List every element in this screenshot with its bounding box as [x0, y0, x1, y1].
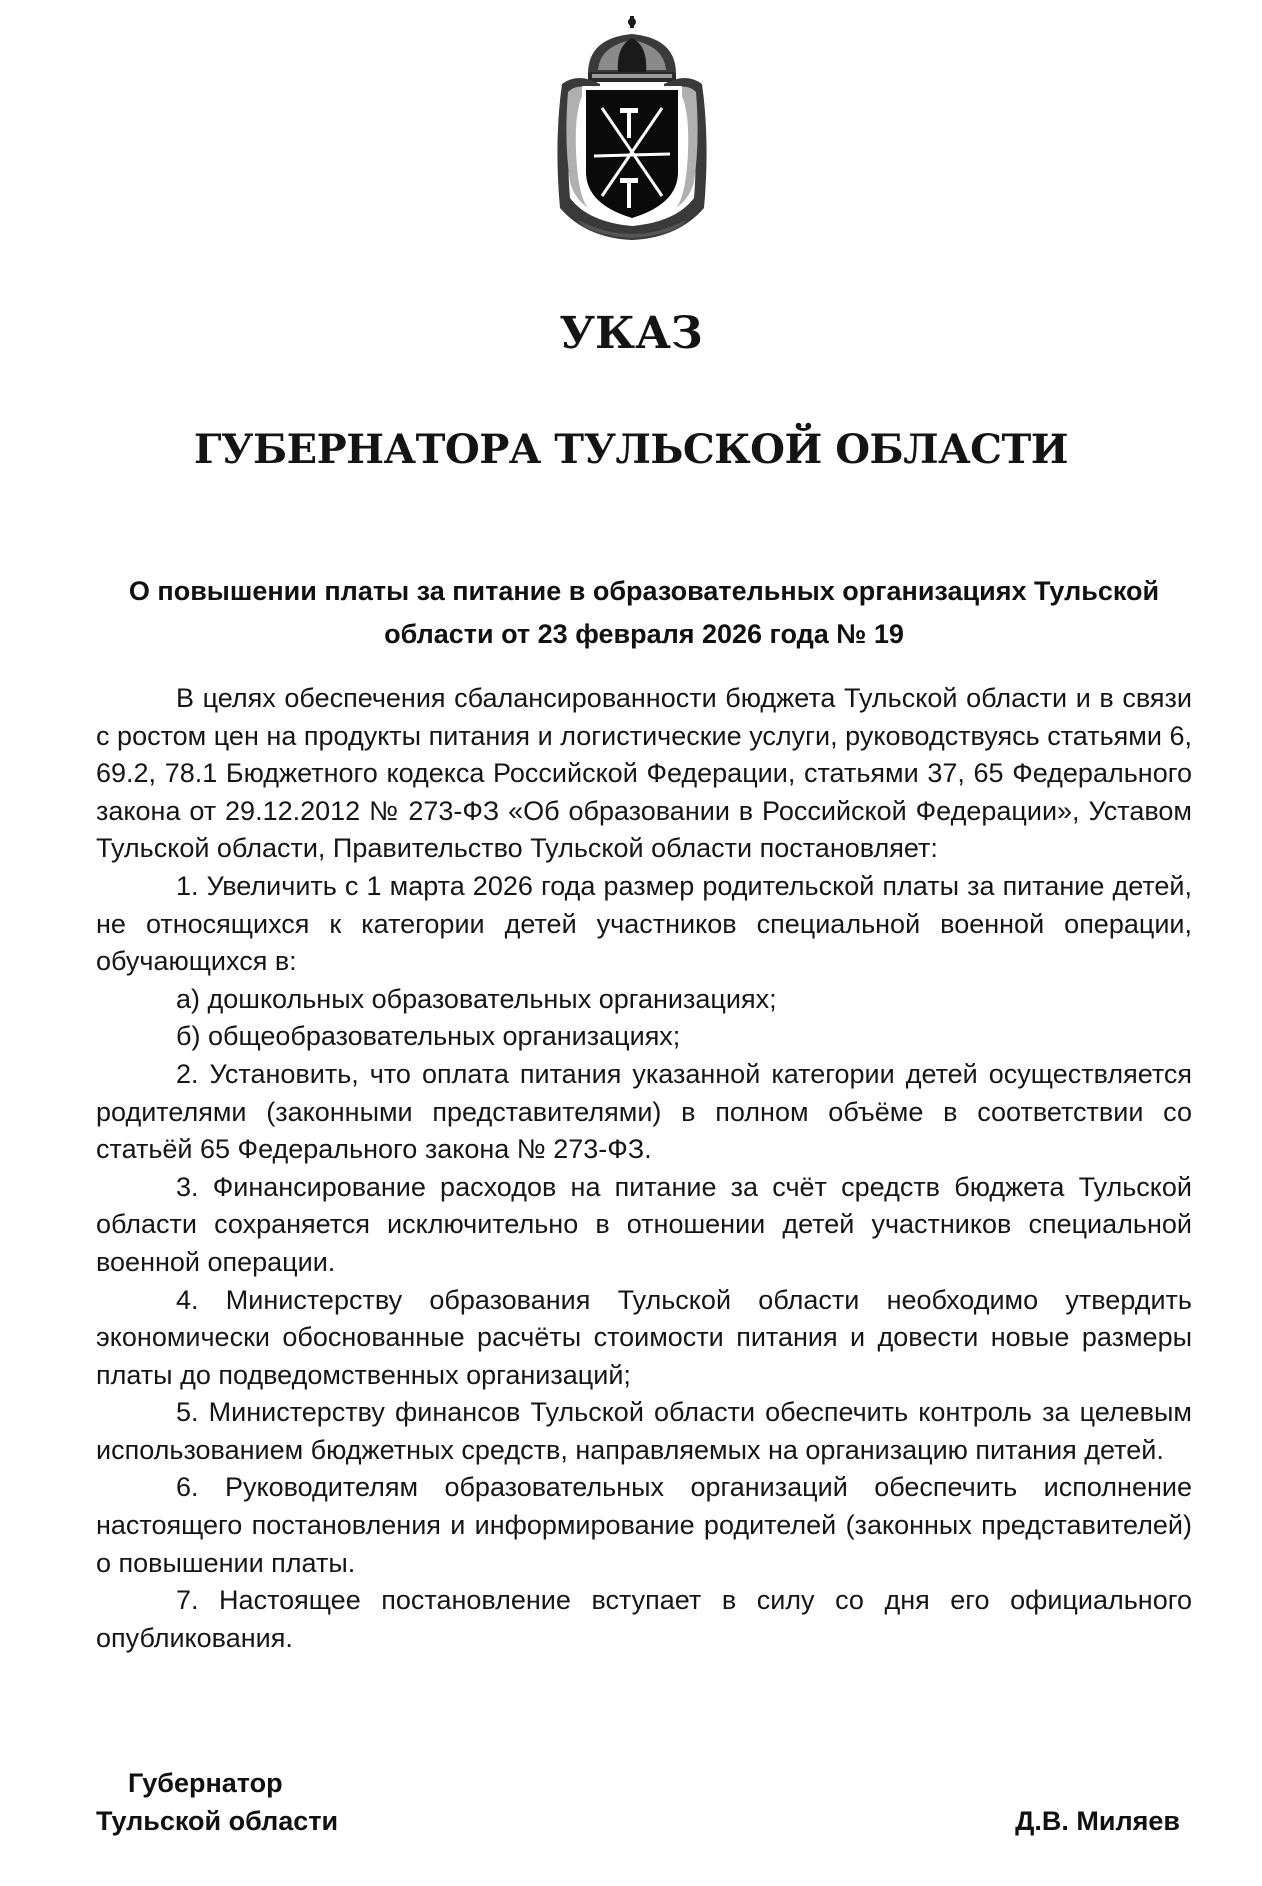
clause-1-subitem-a: а) дошкольных образовательных организациях; [176, 983, 777, 1014]
document-type-heading: УКАЗ [559, 308, 703, 359]
preamble-paragraph: В целях обеспечения сбалансированности бюджета Тульской области и в связи с ростом цен на продукты питания и логистические услуги, руководствуясь статьями 6, 69.2, 78.1 Бюджетного кодекса Российской Федерации, статьями 37, 65 Федерального закона от 29.12.2012 № 273-ФЗ «Об образовании в Российской Федерации», Уставом Тульской области, Правительство Тульской области постановляет: [96, 683, 1192, 864]
tula-oblast-coat-of-arms-icon [548, 12, 716, 244]
clause-6: 6. Руководителям образовательных организаций обеспечить исполнение настоящего постановления и информирование родителей (законных представителей) о повышении платы. [96, 1472, 1192, 1578]
clause-3: 3. Финансирование расходов на питание за счёт средств бюджета Тульской области сохраняется исключительно в отношении детей участников специальной военной операции. [96, 1171, 1192, 1277]
signatory-position-line-2: Тульской области [96, 1806, 339, 1836]
signatory-position [96, 1764, 338, 1840]
document-body [96, 680, 1192, 1657]
coat-of-arms-emblem [548, 12, 716, 244]
signatory-position-line-1: Губернатор [128, 1768, 283, 1798]
clause-5: 5. Министерству финансов Тульской области обеспечить контроль за целевым использованием бюджетных средств, направляемых на организацию питания детей. [96, 1397, 1192, 1465]
issuer-heading: ГУБЕРНАТОРА ТУЛЬСКОЙ ОБЛАСТИ [193, 426, 1069, 473]
document-title-line-2: области от 23 февраля 2026 года № 19 [384, 619, 904, 649]
signatory-name: Д.В. Миляев [1015, 1806, 1180, 1836]
clause-1-subitem-b: б) общеобразовательных организациях; [176, 1021, 681, 1052]
clause-2: 2. Установить, что оплата питания указанной категории детей осуществляется родителями (законными представителями) в полном объёме в соответствии со статьёй 65 Федерального закона № 273-ФЗ. [96, 1058, 1192, 1165]
document-title [96, 570, 1192, 656]
clause-7: 7. Настоящее постановление вступает в силу со дня его официального опубликования. [96, 1585, 1192, 1653]
clause-4: 4. Министерству образования Тульской области необходимо утвердить экономически обоснованные расчёты стоимости питания и довести новые размеры платы до подведомственных организаций; [96, 1284, 1192, 1390]
document-title-line-1: О повышении платы за питание в образовательных организациях Тульской [128, 576, 1160, 606]
clause-1: 1. Увеличить с 1 марта 2026 года размер родительской платы за питание детей, не относящихся к категории детей участников специальной военной операции, обучающихся в: [96, 870, 1192, 977]
